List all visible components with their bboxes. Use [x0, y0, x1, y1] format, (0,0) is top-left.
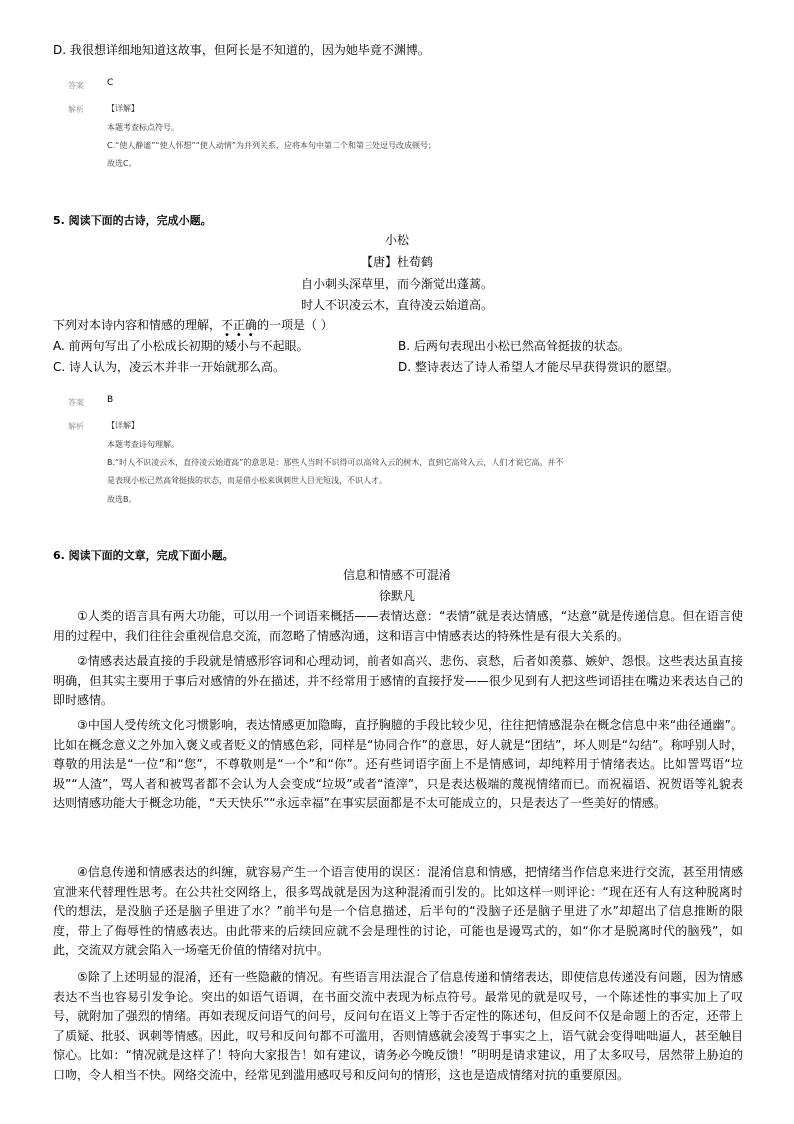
article-paragraph-5: ⑤除了上述明显的混淆，还有一些隐蔽的情况。有些语言用法混合了信息传递和情绪表达，即使信息传递没有问题，因为情感表达不当也容易引发争论。突出的如语气语调，在书面交流中表现为标点符号。最常见的就是叹号，一个陈述性的事实加上了叹号，就附加了强烈的情绪。再如表现反问语气的问号，反问句在语义上等于否定性的陈述句，但反问不仅是命题上的否定，还带上了质疑、批驳、讽刺等情感。因此，叹号和反问句都不可滥用，否则情感就会凌驾于事实之上，语气就会变得咄咄逼人，甚至触目惊心。比如：“情况就是这样了！特向大家报告！如有建议，请务必今晚反馈！”明明是请求建议，用了太多叹号，居然带上胁迫的口吻，令人相当不快。网络交流中，经常见到滥用感叹号和反问句的情形，这也是造成情绪对抗的重要原因。	[53, 970, 743, 1082]
q5-question	[53, 317, 333, 333]
q5-analysis-line: 本题考查诗句理解。	[107, 440, 179, 449]
q6-heading: 6. 阅读下面的文章，完成下面小题。	[53, 549, 234, 562]
emphasis-dots: •••	[224, 330, 260, 341]
q4-answer-label: 答案	[68, 81, 84, 90]
article-paragraph-4: ④信息传递和情感表达的纠缠，就容易产生一个语言使用的误区：混淆信息和情感，把情绪当作信息来进行交流，甚至用情感宣泄来代替理性思考。在公共社交网络上，很多骂战就是因为这种混淆而引发的。比如这样一则评论：“现在还有人有这种脱离时代的想法，是没脑子还是脑子里进了水？”前半句是一个信息描述，后半句的“没脑子还是脑子里进了水”却超出了信息推断的限度，带上了侮辱性的情感表达。由此带来的后续回应就不会是理性的讨论，可能也是谩骂式的，如“你才是脱离时代的脑残”，如此，交流双方就会陷入一场毫无价值的情绪对抗中。	[53, 865, 743, 957]
article-title: 信息和情感不可混淆	[342, 568, 451, 582]
q4-analysis-label: 解析	[68, 105, 84, 114]
q5-detail-tag: 【详解】	[107, 421, 139, 430]
poem-author: 【唐】杜荀鹤	[360, 255, 433, 269]
article-author: 徐默凡	[378, 589, 415, 603]
q5-answer-value: B	[107, 395, 114, 405]
article-paragraph-2: ②情感表达最直接的手段就是情感形容词和心理动词，前者如高兴、悲伤、哀愁，后者如羡慕、嫉妒、怨恨。这些表达虽直接明确，但其实主要用于事后对感情的外在描述，并不经常用于感情的直接抒发——很少见到有人把这些词语挂在嘴边来表达自己的即时感情。	[53, 654, 743, 707]
q5-question-emphasis: 不正确	[221, 318, 258, 332]
q4-analysis-line: 本题考查标点符号。	[107, 123, 179, 132]
q4-analysis-line: C.“使人静谧”“使人怀想”“使人动情”为并列关系，应将本句中第二个和第三处逗号改成顿号；	[107, 141, 436, 150]
q5-option-b: B. 后两句表现出小松已然高耸挺拔的状态。	[398, 339, 630, 353]
q4-option-d: D. 我很想详细地知道这故事，但阿长是不知道的，因为她毕竟不渊博。	[53, 43, 430, 57]
q5-analysis-line: B.“时人不识凌云木，直待凌云始道高”的意思是：那些人当时不识得可以高耸入云的树木，直到它高耸入云，人们才说它高。并不	[107, 458, 564, 467]
q5-option-d: D. 整诗表达了诗人希望人才能尽早获得赏识的愿望。	[398, 360, 679, 374]
poem-line: 时人不识凌云木，直待凌云始道高。	[300, 298, 493, 312]
q5-option-a: A. 前两句写出了小松成长初期的矮小与不起眼。	[53, 339, 309, 353]
q4-detail-tag: 【详解】	[107, 104, 139, 113]
q5-option-c: C. 诗人认为，凌云木并非一开始就那么高。	[53, 360, 286, 374]
poem-line: 自小刺头深草里，而今渐觉出蓬蒿。	[300, 277, 493, 291]
article-paragraph-3: ③中国人受传统文化习惯影响，表达情感更加隐晦，直抒胸臆的手段比较少见，往往把情感混杂在概念信息中来“曲径通幽”。比如在概念意义之外加入褒义或者贬义的情感色彩，同样是“协同合作”的意思，好人就是“团结”，坏人则是“勾结”。称呼别人时，尊敬的用法是“一位”和“您”，不尊敬则是“一个”和“你”。还有些词语字面上不是情感词，却纯粹用于情绪表达。比如詈骂语“垃圾”“人渣”，骂人者和被骂者都不会认为人会变成“垃圾”或者“渣滓”，只是表达极端的蔑视情绪而已。而祝福语、祝贺语等礼貌表达则情感功能大于概念功能，“天天快乐”“永远幸福”在事实层面都是不太可能成立的，只是表达了一些美好的情感。	[53, 718, 743, 810]
article-paragraph-1: ①人类的语言具有两大功能，可以用一个词语来概括——表情达意：“表情”就是表达情感，“达意”就是传递信息。但在语言使用的过程中，我们往往会重视信息交流，而忽略了情感沟通，这和语言中情感表达的特殊性是有很大关系的。	[53, 609, 743, 643]
q5-analysis-label: 解析	[68, 422, 84, 431]
q5-answer-label: 答案	[68, 398, 84, 407]
q4-answer-value: C	[107, 78, 114, 88]
q5-analysis-line: 故选B。	[107, 495, 137, 504]
q5-question-post: 的一项是（ ）	[257, 318, 333, 332]
q5-heading: 5. 阅读下面的古诗，完成小题。	[53, 214, 212, 227]
poem-title: 小松	[384, 233, 409, 247]
q5-analysis-line: 是表现小松已然高耸挺拔的状态，而是借小松来讽刺世人目光短浅，不识人才。	[107, 476, 387, 485]
q4-analysis-line: 故选C。	[107, 159, 137, 168]
q5-question-pre: 下列对本诗内容和情感的理解，	[53, 318, 222, 332]
